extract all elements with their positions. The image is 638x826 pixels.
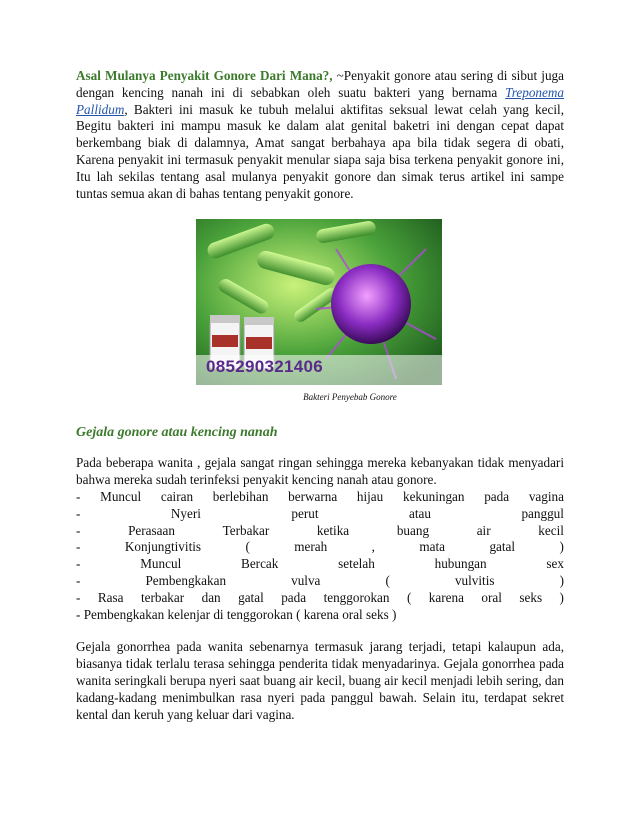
list-item (76, 590, 564, 607)
list-word: berwarna (288, 488, 338, 504)
list-word: - (76, 488, 81, 504)
list-word: vagina (528, 488, 564, 504)
phone-number: 085290321406 (206, 357, 324, 377)
list-word: vulva (291, 572, 321, 588)
list-word: , (371, 539, 375, 555)
list-item (76, 523, 564, 540)
section-heading: Gejala gonore atau kencing nanah (76, 425, 278, 441)
list-item (76, 506, 564, 523)
list-word: Rasa (97, 589, 124, 605)
list-word: sex (546, 556, 564, 572)
list-word: atau (409, 505, 431, 521)
list-word: ( (406, 589, 412, 605)
list-word: Terbakar (222, 522, 270, 538)
list-word: ) (559, 589, 564, 605)
list-word: air (476, 522, 491, 538)
list-word: ( (385, 572, 390, 588)
bacteria-image (196, 219, 442, 385)
figure (76, 219, 564, 402)
list-word: Muncul (140, 556, 182, 572)
list-word: gatal (489, 539, 516, 555)
list-item (76, 573, 564, 590)
list-word: dan (201, 589, 221, 605)
list-item: - Pembengkakan kelenjar di tenggorokan ( karena oral seks ) (76, 606, 397, 622)
list-word: - (76, 522, 81, 538)
list-word: Muncul (100, 488, 142, 504)
intro-paragraph (76, 68, 564, 202)
figure-caption: Bakteri Penyebab Gonore (303, 392, 397, 403)
list-word: gatal (238, 589, 264, 605)
list-word: Bercak (241, 556, 279, 572)
list-word: kekuningan (402, 488, 465, 504)
list-word: - (76, 589, 81, 605)
list-item (76, 556, 564, 573)
list-word: Konjungtivitis (124, 539, 202, 555)
list-word: perut (291, 505, 319, 521)
list-word: seks (519, 589, 543, 605)
list-word: pada (281, 589, 307, 605)
list-word: karena (428, 589, 464, 605)
list-word: - (76, 572, 81, 588)
treponema-link[interactable]: Treponema Pallidum (76, 84, 564, 117)
list-word: Pembengkakan (145, 572, 227, 588)
list-word: Nyeri (170, 505, 201, 521)
list-word: berlebihan (212, 488, 269, 504)
list-word: hubungan (434, 556, 487, 572)
list-word: - (76, 539, 81, 555)
list-word: tenggorokan (323, 589, 390, 605)
list-item (76, 539, 564, 556)
intro-lead: Asal Mulanya Penyakit Gonore Dari Mana?, (76, 68, 333, 83)
list-word: oral (481, 589, 502, 605)
list-item (76, 489, 564, 506)
list-word: kecil (538, 522, 564, 538)
list-word: ) (559, 572, 564, 588)
list-word: merah (294, 539, 328, 555)
list-word: mata (419, 539, 446, 555)
list-word: - (76, 505, 81, 521)
list-word: Perasaan (128, 522, 175, 538)
list-word: setelah (338, 556, 375, 572)
list-word: pada (484, 488, 510, 504)
list-word: buang (396, 522, 430, 538)
symptoms-detail: Gejala gonorrhea pada wanita sebenarnya termasuk jarang terjadi, tetapi kalaupun ada, biasanya tidak terlalu terasa sehingga penderita tidak menyadarinya. Gejala gonorrhea pada wanita seringkali berupa nyeri saat buang air kecil, buang air kecil menjadi lebih sering, dan kadang-kadang menimbulkan rasa nyeri pada panggul bawah. Selain itu, terdapat sekret kental dan keruh yang keluar dari vagina. (76, 639, 564, 722)
intro-text-2: , Bakteri ini masuk ke tubuh melalui aktifitas seksual lewat celah yang kecil, Begitu bakteri ini mampu masuk ke dalam alat genital baketri ini dengan cepat dapat berkembang biak di dalamnya, Amat sangat berbahaya apa bila tidak segera di obati, Karena penyakit ini termasuk penyakit menular siapa saja bisa terkena penyakit gonore ini, Itu lah sekilas tentang asal mulanya penyakit gonore dan simak terus artikel ini sampe tuntas semua akan di bahas tentang penyakit gonore. (76, 101, 564, 201)
list-word: terbakar (140, 589, 185, 605)
article-body (76, 68, 564, 723)
list-word: cairan (160, 488, 194, 504)
list-word: ketika (316, 522, 350, 538)
symptoms-intro: Pada beberapa wanita , gejala sangat ringan sehingga mereka kebanyakan tidak menyadari bahwa mereka sudah terinfeksi penyakit kencing nanah atau gonore. (76, 455, 564, 488)
list-word: ( (245, 539, 250, 555)
list-word: hijau (356, 488, 384, 504)
list-word: panggul (521, 505, 564, 521)
list-word: - (76, 556, 81, 572)
list-word: ) (559, 539, 564, 555)
symptom-list (76, 489, 564, 623)
list-word: vulvitis (454, 572, 495, 588)
intro-text-1: ~Penyakit gonore atau sering di sibut juga dengan kencing nanah ini di sebabkan oleh suatu bakteri yang bernama (76, 68, 564, 100)
